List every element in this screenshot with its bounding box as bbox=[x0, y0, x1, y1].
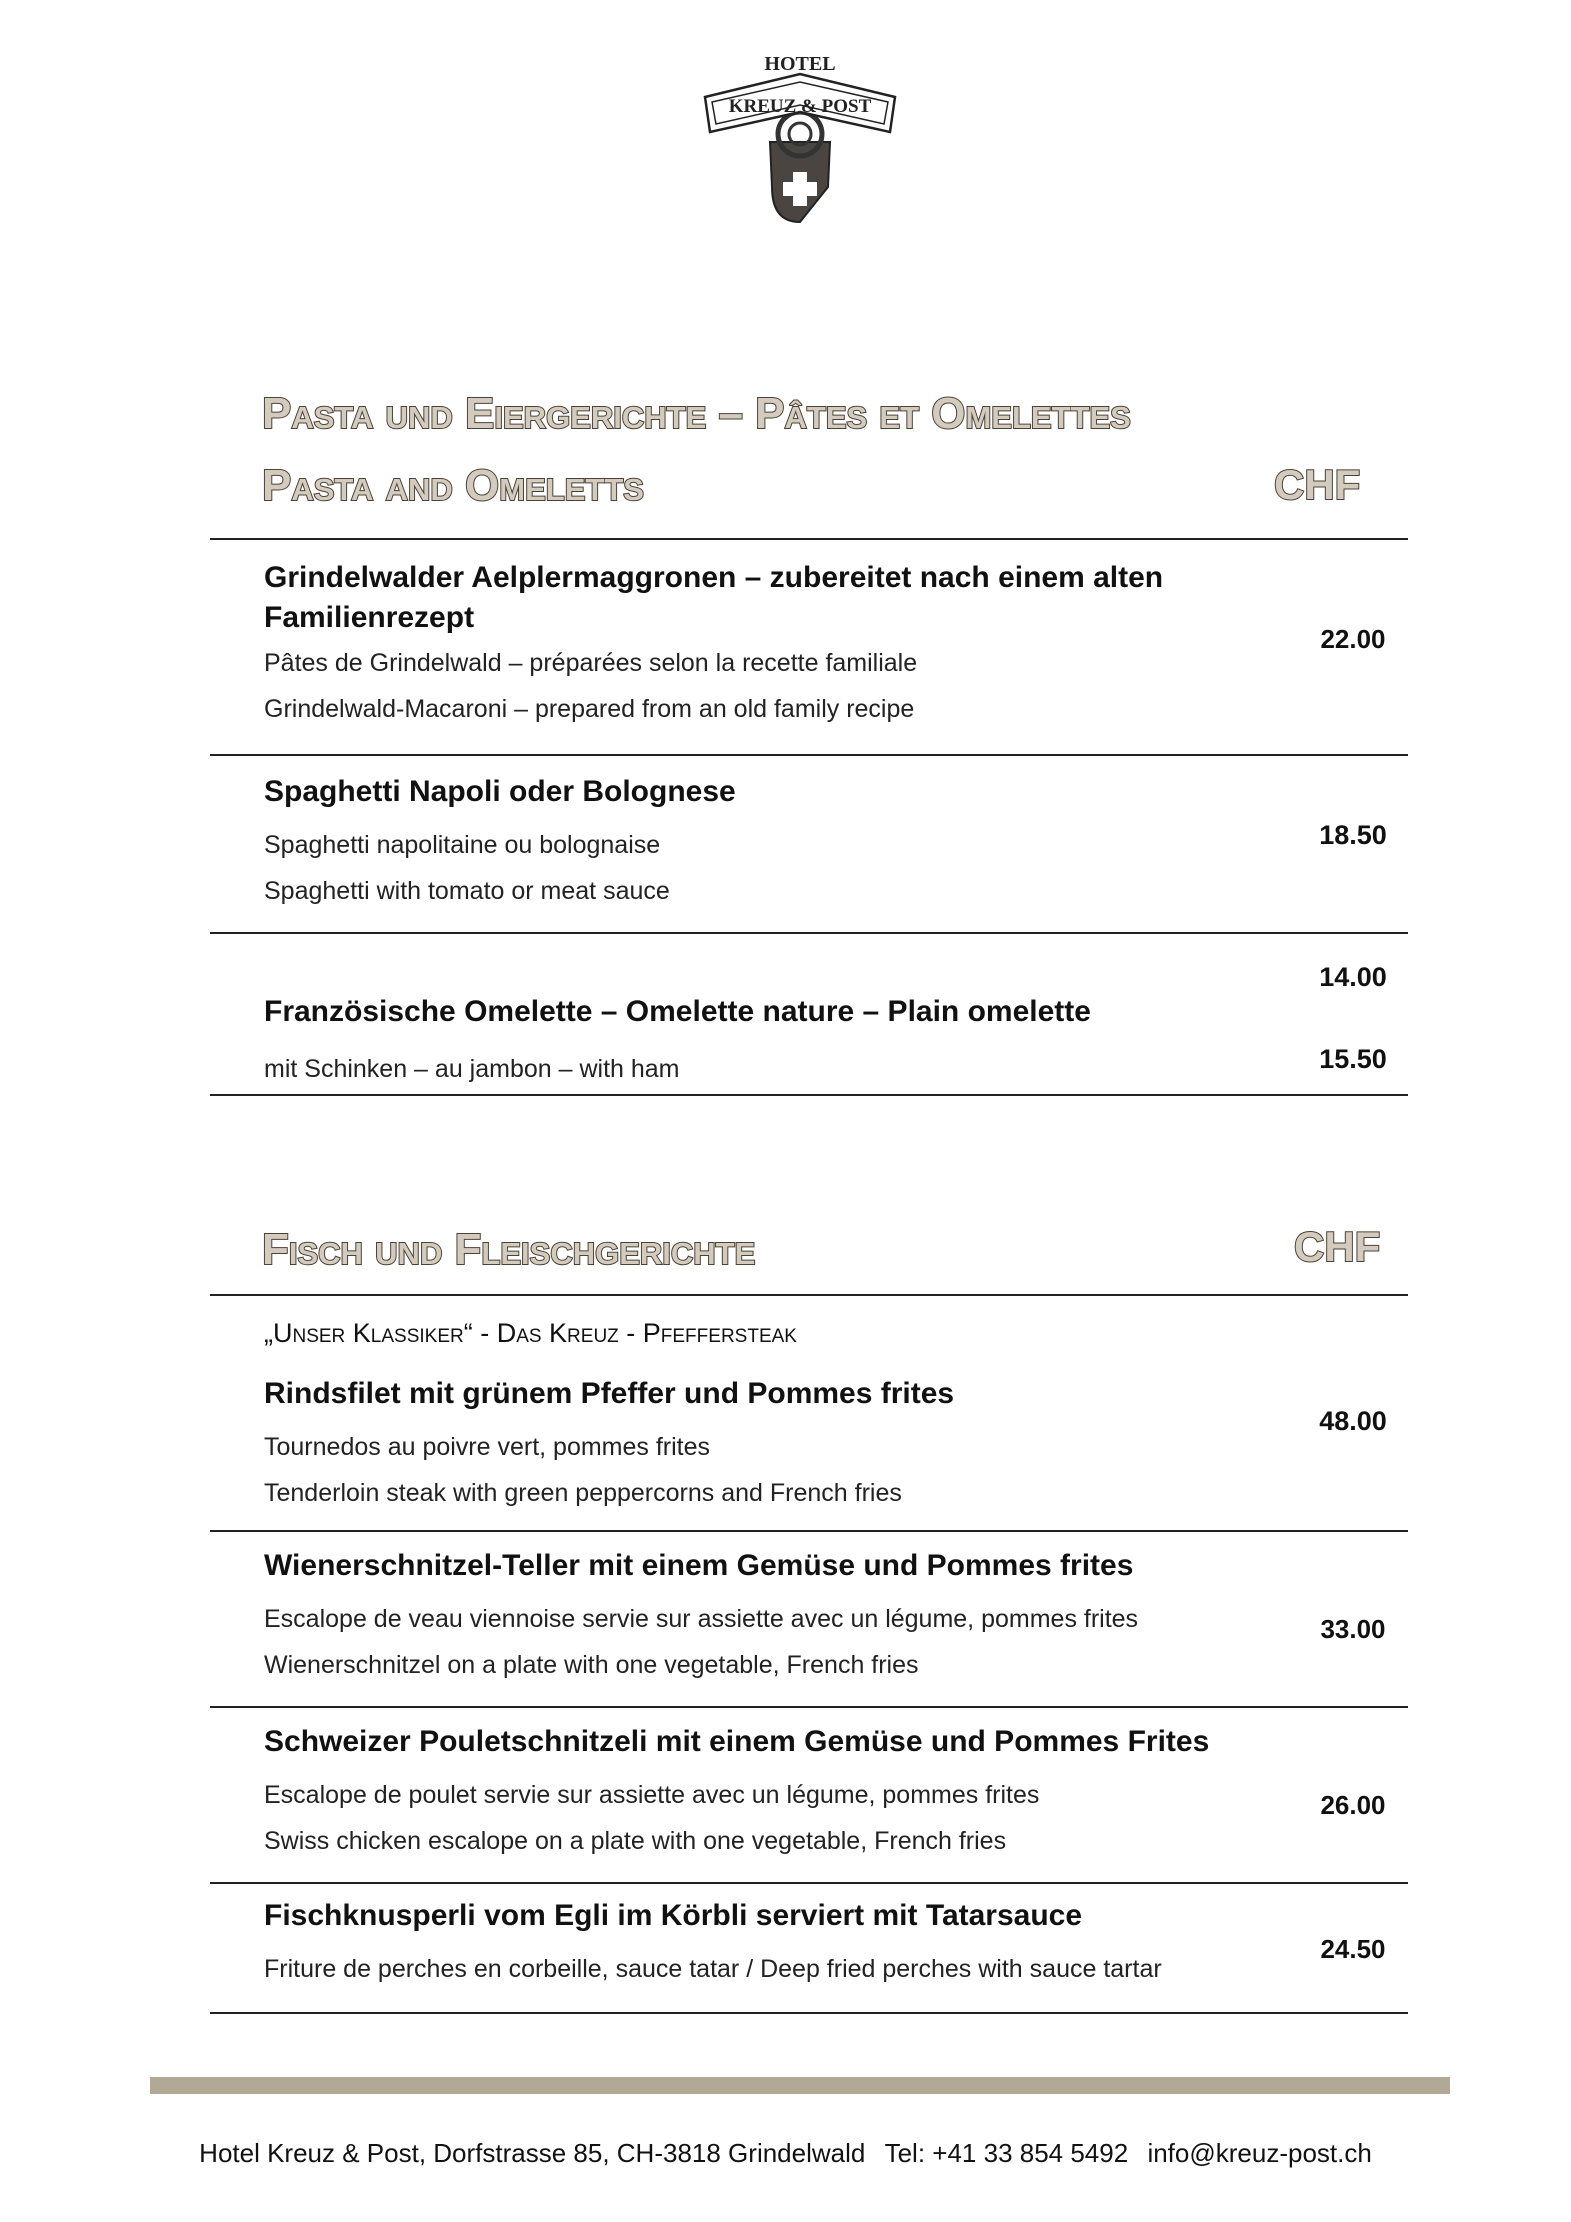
item-tag: „Unser Klassiker“ - Das Kreuz - Pfeffersteak bbox=[264, 1318, 797, 1348]
item-price: 18.50 bbox=[1319, 820, 1387, 850]
item-desc-en: Tenderloin steak with green peppercorns and French fries bbox=[264, 1479, 902, 1507]
divider bbox=[210, 932, 1408, 934]
item-name: Fischknusperli vom Egli im Körbli serviert mit Tatarsauce bbox=[264, 1899, 1083, 1932]
item-price: 48.00 bbox=[1319, 1406, 1387, 1436]
divider bbox=[210, 1530, 1408, 1532]
footer-phone: Tel: +41 33 854 5492 bbox=[884, 2138, 1129, 2168]
item-desc-fr: Escalope de veau viennoise servie sur assiette avec un légume, pommes frites bbox=[264, 1605, 1139, 1633]
footer-bar bbox=[150, 2077, 1450, 2094]
item-name: Schweizer Pouletschnitzeli mit einem Gemüse und Pommes Frites bbox=[264, 1725, 1210, 1758]
currency-header: CHF bbox=[1294, 1223, 1381, 1270]
footer-address: Hotel Kreuz & Post, Dorfstrasse 85, CH-3818 Grindelwald bbox=[199, 2138, 866, 2168]
currency-header: CHF bbox=[1274, 461, 1361, 508]
item-price-extra: 15.50 bbox=[1319, 1044, 1387, 1074]
divider bbox=[210, 1706, 1408, 1708]
section-title-pasta-line1: Pasta und Eiergerichte – Pâtes et Omelettes bbox=[262, 389, 1131, 438]
item-price: 33.00 bbox=[1320, 1614, 1386, 1644]
item-desc-fr: Tournedos au poivre vert, pommes frites bbox=[264, 1433, 711, 1461]
divider bbox=[210, 754, 1408, 756]
item-desc-fr: Pâtes de Grindelwald – préparées selon la recette familiale bbox=[264, 649, 918, 677]
item-name: Wienerschnitzel-Teller mit einem Gemüse und Pommes frites bbox=[264, 1549, 1134, 1582]
footer-email[interactable]: info@kreuz-post.ch bbox=[1147, 2138, 1372, 2168]
logo-text-hotel: HOTEL bbox=[764, 53, 836, 75]
item-name: Spaghetti Napoli oder Bolognese bbox=[264, 775, 736, 808]
section-title-fish: Fisch und Fleischgerichte bbox=[262, 1225, 756, 1274]
divider bbox=[210, 1294, 1408, 1296]
item-desc-en: Grindelwald-Macaroni – prepared from an old family recipe bbox=[264, 695, 915, 723]
item-name: Französische Omelette – Omelette nature – Plain omelette bbox=[264, 995, 1091, 1028]
section-title-pasta-line2: Pasta and Omeletts bbox=[262, 461, 644, 510]
item-price: 14.00 bbox=[1319, 962, 1387, 992]
divider bbox=[210, 538, 1408, 540]
item-name: Rindsfilet mit grünem Pfeffer und Pommes frites bbox=[264, 1377, 955, 1410]
item-desc-fr: Spaghetti napolitaine ou bolognaise bbox=[264, 831, 661, 859]
hotel-logo bbox=[700, 53, 900, 227]
item-price: 24.50 bbox=[1320, 1934, 1386, 1964]
item-desc-fr: Escalope de poulet servie sur assiette avec un légume, pommes frites bbox=[264, 1781, 1040, 1809]
item-desc-extra: mit Schinken – au jambon – with ham bbox=[264, 1055, 680, 1083]
item-desc-en: Swiss chicken escalope on a plate with one vegetable, French fries bbox=[264, 1827, 1007, 1855]
footer bbox=[0, 2138, 1571, 2169]
item-name: Grindelwalder Aelplermaggronen – zubereitet nach einem alten Familienrezept bbox=[264, 561, 1164, 634]
divider bbox=[210, 2012, 1408, 2014]
divider bbox=[210, 1882, 1408, 1884]
item-price: 26.00 bbox=[1320, 1790, 1386, 1820]
item-price: 22.00 bbox=[1320, 624, 1386, 654]
item-desc-en: Wienerschnitzel on a plate with one vegetable, French fries bbox=[264, 1651, 919, 1679]
item-desc-en: Spaghetti with tomato or meat sauce bbox=[264, 877, 670, 905]
logo-text-name: KREUZ & POST bbox=[728, 96, 872, 117]
item-desc-fr: Friture de perches en corbeille, sauce tatar / Deep fried perches with sauce tartar bbox=[264, 1955, 1162, 1983]
divider bbox=[210, 1094, 1408, 1096]
